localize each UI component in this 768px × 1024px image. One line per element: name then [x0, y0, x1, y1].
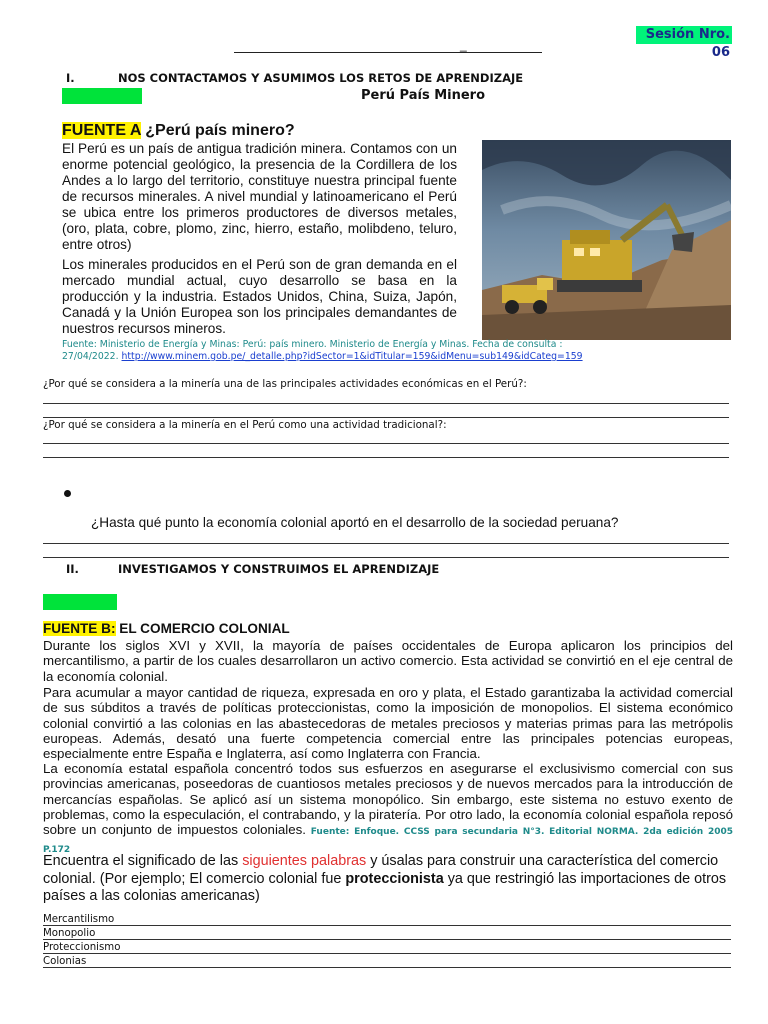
fuente-a-source-text: Fuente: Ministerio de Energía y Minas: Perú: país minero. Ministerio de Energía y Minas. Fecha de consulta : 27/04/2022.: [62, 339, 563, 362]
question-1: ¿Por qué se considera a la minería una de las principales actividades económicas en el Perú?:: [43, 378, 527, 390]
section-2-title: INVESTIGAMOS Y CONSTRUIMOS EL APRENDIZAJE: [118, 562, 440, 576]
question-3: ¿Hasta qué punto la economía colonial aportó en el desarrollo de la sociedad peruana?: [91, 515, 619, 530]
vocab-label: Monopolio: [43, 928, 96, 939]
section-1-title: NOS CONTACTAMOS Y ASUMIMOS LOS RETOS DE APRENDIZAJE: [118, 71, 524, 85]
green-highlight-bar: [62, 88, 142, 104]
answer-line[interactable]: [43, 457, 729, 458]
task-highlight-1: siguientes palab: [242, 853, 347, 869]
green-highlight-bar: [43, 594, 117, 610]
fuente-b-source: Fuente: Enfoque. CCSS para secundaria N°3. Editorial NORMA. 2da edición 2005 P.172: [43, 827, 733, 856]
fuente-a-paragraph-2: Los minerales producidos en el Perú son de gran demanda en el mercado mundial actual, cuyo desarrollo se basa en la producción y la industria. Estados Unidos, China, Suiza, Japón, Canadá y la Unión Europea son los principales demandantes de nuestros recursos mineros.: [62, 257, 457, 336]
fuente-b-paragraph-3-text: La economía estatal española concentró todos sus esfuerzos en asegurarse el exclusivismo comercial con sus provincias americanas, poseedoras de cuantiosos metales preciosos y de nuevos mercados para la introducción de mercancías españolas. Se aplicó así un sistema monopólico. Sin embargo, este sistema no estuvo exento de problemas, como la especulación, el contrabando, y la piratería. Por otro lado, la economía colonial española reposó sobre un conjunto de impuestos coloniales.: [43, 761, 733, 838]
vocab-underline: [43, 925, 731, 926]
vocab-line-proteccionismo[interactable]: [43, 942, 731, 956]
task-highlight-3: s: [359, 853, 367, 869]
fuente-b-label: FUENTE B:: [43, 621, 116, 636]
task-bold-word: proteccionista: [345, 870, 444, 887]
answer-line[interactable]: [43, 543, 729, 544]
task-text-2: y úsalas para construir una característica del comercio colonial. (Por ejemplo; El comercio colonial fue: [43, 853, 719, 887]
vocab-label: Colonias: [43, 956, 87, 967]
session-badge: Sesión Nro. 06: [636, 26, 732, 44]
answer-line[interactable]: [43, 417, 729, 418]
vocab-line-colonias[interactable]: [43, 956, 731, 970]
vocab-underline: [43, 939, 731, 940]
vocab-underline: [43, 953, 731, 954]
title-dash: _: [460, 38, 467, 52]
task-text-1: Encuentra el significado de las: [43, 853, 243, 869]
fuente-a-title: [62, 122, 295, 140]
mining-excavator-photo: [482, 140, 731, 340]
fuente-a-source-link[interactable]: http://www.minem.gob.pe/_detalle.php?idSector=1&idTitular=159&idMenu=sub149&idCateg=159: [121, 351, 583, 362]
task-instructions: [43, 853, 733, 906]
page-subtitle: Perú País Minero: [361, 88, 486, 103]
vocab-label: Proteccionismo: [43, 942, 121, 953]
fuente-a-source: [62, 339, 592, 363]
section-1-heading: [66, 71, 523, 85]
vocab-label: Mercantilismo: [43, 914, 115, 925]
vocab-line-monopolio[interactable]: [43, 928, 731, 942]
fuente-b-heading: EL COMERCIO COLONIAL: [115, 621, 290, 636]
vocab-underline: [43, 967, 731, 968]
fuente-a-paragraph-1: El Perú es un país de antigua tradición minera. Contamos con un enorme potencial geológico, la presencia de la Cordillera de los Andes a lo largo del territorio, constituye nuestra principal fuente de recursos minerales. A nivel mundial y latinoamericano el Perú se ubica entre los primeros productores de diversos metales, (oro, plata, cobre, plomo, zinc, hierro, estaño, molibdeno, teluro, entre otros): [62, 141, 457, 252]
title-blank-line: [234, 52, 542, 53]
answer-line[interactable]: [43, 443, 729, 444]
bullet-point: [64, 490, 71, 497]
fuente-b-paragraph-1: Durante los siglos XVI y XVII, la mayoría de países occidentales de Europa aplicaron los principios del mercantilismo, a partir de los cuales desarrollaron un activo comercio. Esta actividad se convirtió en el eje central de la economía colonial.: [43, 638, 733, 684]
section-2-heading: [66, 562, 439, 576]
fuente-a-label: FUENTE A: [62, 122, 141, 139]
fuente-b-paragraph-2: Para acumular a mayor cantidad de riqueza, expresada en oro y plata, el Estado garantizaba la actividad comercial de sus súbditos a través de políticas proteccionistas, como la imposición de monopolios. El sistema económico colonial convirtió a las colonias en las abastecedoras de metales preciosos y materias primas para las metrópolis europeas. Además, desató una fuerte competencia comercial entre las principales potencias europeas, especialmente entre España e Inglaterra, así como Inglaterra con Francia.: [43, 685, 733, 762]
answer-line[interactable]: [43, 403, 729, 404]
question-2: ¿Por qué se considera a la minería en el Perú como una actividad tradicional?:: [43, 419, 447, 431]
task-text-3: ya que restringió las importaciones de otros países a las colonias americanas): [43, 870, 727, 904]
fuente-b-paragraph-3: [43, 761, 733, 859]
fuente-b-title: [43, 621, 290, 636]
task-highlight-2: ra: [346, 853, 360, 869]
vocab-line-mercantilismo[interactable]: [43, 914, 731, 928]
section-1-number: I.: [66, 71, 75, 85]
fuente-a-heading: ¿Perú país minero?: [140, 122, 295, 139]
answer-line[interactable]: [43, 557, 729, 558]
section-2-number: II.: [66, 562, 79, 576]
